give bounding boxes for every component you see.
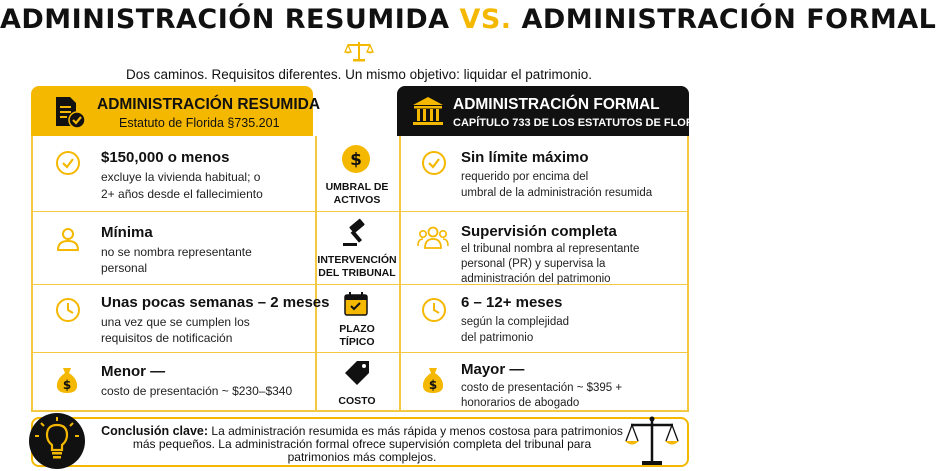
formal-court-note-3: administración del patrimonio [461,273,611,285]
summary-asset-note-1: excluye la vivienda habitual; o [101,170,261,184]
group-icon [417,224,449,250]
check-circle-icon [421,150,447,176]
court-intervention-label-2: DEL TRIBUNAL [318,267,396,279]
formal-court-value: Supervisión completa [461,223,617,240]
svg-text:$: $ [428,378,438,392]
summary-court-note-2: personal [101,261,148,275]
money-bag-icon [421,366,445,394]
gavel-icon [341,218,371,248]
clock-icon [421,297,447,323]
summary-court-note-1: no se nombra representante [101,245,252,259]
formal-asset-value: Sin límite máximo [461,149,589,166]
subtitle: Dos caminos. Requisitos diferentes. Un mismo objetivo: liquidar el patrimonio. [126,67,592,82]
summary-court-value: Mínima [101,224,153,241]
summary-header-statute: Estatuto de Florida §735.201 [119,116,280,130]
key-conclusion-box [31,417,689,467]
court-intervention-label-cell [315,212,399,284]
conclusion-line-2: más pequeños. La administración formal ofrece supervisión completa del tribunal para [132,437,592,451]
table-row-cost [33,353,687,412]
title-vs: VS. [459,4,512,35]
comparison-table [31,136,689,412]
asset-threshold-label-cell [315,136,399,211]
title-part-summary: ADMINISTRACIÓN RESUMIDA [0,4,450,35]
typical-timeline-label-2: TÍPICO [339,336,375,348]
formal-court-note-2: personal (PR) y supervisa la [461,258,606,270]
formal-timeline-value: 6 – 12+ meses [461,294,563,311]
calendar-icon [343,291,369,317]
formal-administration-header [397,86,713,136]
courthouse-icon [411,94,445,128]
formal-court-cell [399,212,687,284]
summary-timeline-cell [33,285,330,352]
formal-cost-cell [399,353,687,412]
document-check-icon [51,94,87,130]
cost-label-cell [315,353,399,412]
formal-asset-cell [399,136,687,211]
conclusion-text [97,425,627,464]
summary-cost-value: Menor — [101,363,166,380]
title-part-formal: ADMINISTRACIÓN FORMAL [521,4,936,35]
formal-cost-value: Mayor — [461,361,525,378]
summary-asset-note-2: 2+ años desde el fallecimiento [101,187,263,201]
formal-timeline-note-1: según la complejidad [461,316,570,328]
summary-header-title: ADMINISTRACIÓN RESUMIDA [97,96,321,113]
summary-court-cell [33,212,315,284]
dollar-coin-icon [341,144,371,174]
check-circle-icon [55,150,81,176]
formal-header-statute: CAPÍTULO 733 DE LOS ESTATUTOS DE FLORIDA [453,117,713,129]
clock-icon [55,297,81,323]
formal-asset-note-2: umbral de la administración resumida [461,187,653,199]
person-icon [55,226,81,252]
formal-cost-note-2: honorarios de abogado [461,397,580,409]
summary-asset-value: $150,000 o menos [101,149,230,166]
svg-text:$: $ [62,378,72,392]
scales-of-justice-icon [623,415,681,469]
svg-text:$: $ [350,150,362,170]
summary-timeline-value: Unas pocas semanas – 2 meses [101,294,330,311]
asset-threshold-label-2: ACTIVOS [333,194,381,206]
page-title [0,4,936,35]
scales-icon [344,40,374,62]
conclusion-label: Conclusión clave: [101,424,209,438]
summary-administration-header [31,86,321,136]
money-bag-icon [55,366,79,394]
cost-label: COSTO [338,395,376,407]
table-row-court-intervention [33,212,687,285]
asset-threshold-label-1: UMBRAL DE [325,181,389,193]
summary-cost-cell [33,353,315,412]
summary-cost-note-1: costo de presentación ~ $230–$340 [101,384,293,398]
formal-court-note-1: el tribunal nombra al representante [461,243,640,255]
price-tag-icon [343,359,371,387]
table-row-asset-threshold [33,136,687,212]
formal-asset-note-1: requerido por encima del [461,171,589,183]
formal-timeline-cell [399,285,687,352]
typical-timeline-label-1: PLAZO [339,323,375,335]
formal-timeline-note-2: del patrimonio [461,332,534,344]
summary-asset-cell [33,136,315,211]
conclusion-line-1: La administración resumida es más rápida y menos costosa para patrimonios [211,424,623,438]
summary-timeline-note-2: requisitos de notificación [101,331,233,345]
court-intervention-label-1: INTERVENCIÓN [317,254,397,266]
table-row-typical-timeline [33,285,687,353]
summary-timeline-note-1: una vez que se cumplen los [101,315,250,329]
formal-header-title: ADMINISTRACIÓN FORMAL [453,96,660,113]
lightbulb-icon [27,411,87,471]
conclusion-line-3: patrimonios más complejos. [287,450,437,464]
typical-timeline-label-cell [315,285,399,352]
formal-cost-note-1: costo de presentación ~ $395 + [461,382,623,394]
